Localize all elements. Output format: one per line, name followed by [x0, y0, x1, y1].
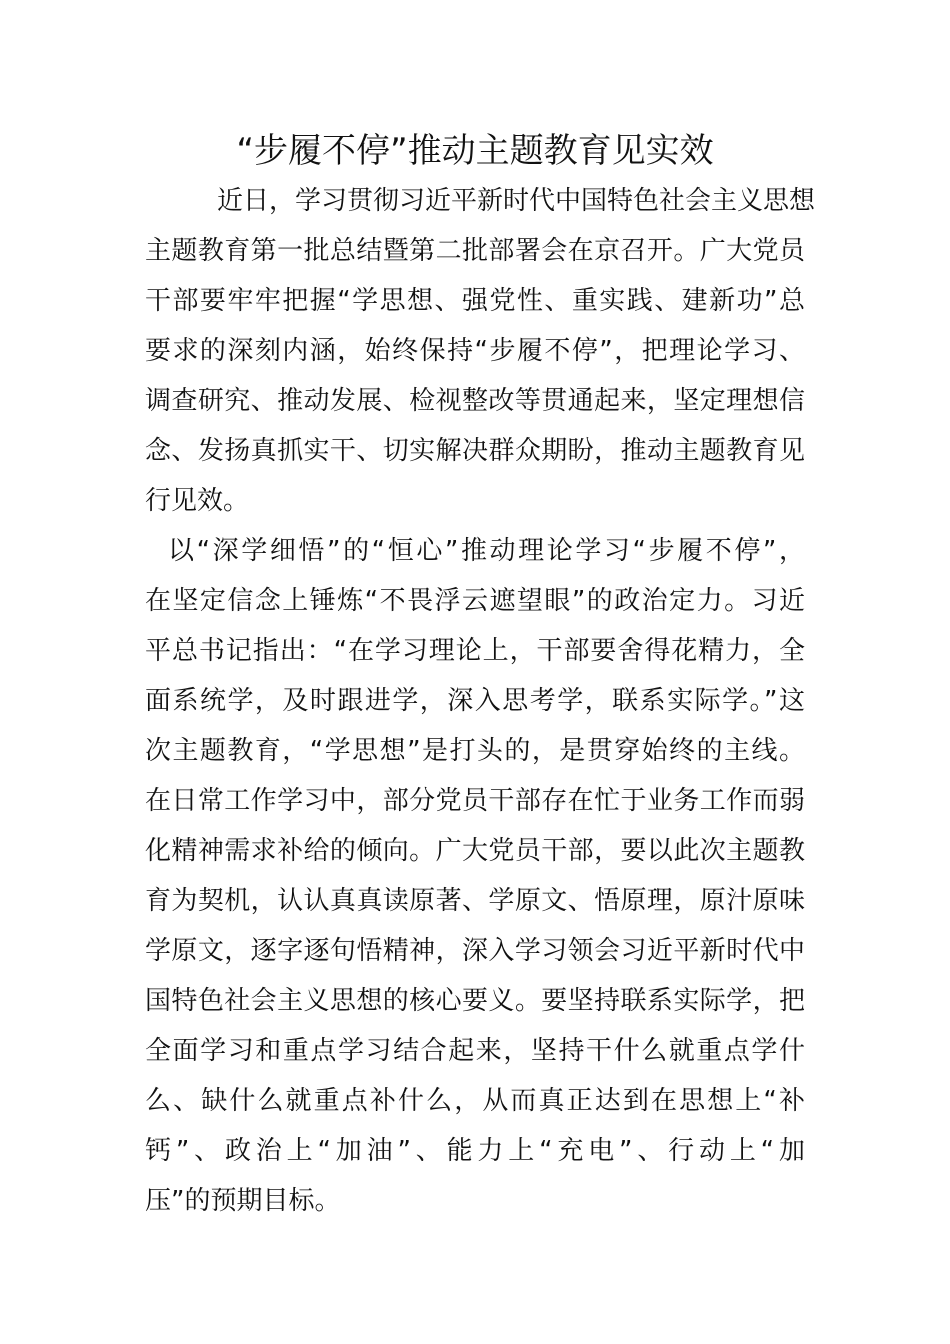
- paragraph-2-line-14: 压”的预期目标。: [145, 1186, 341, 1216]
- paragraph-2-line-8: 育为契机，认认真真读原著、学原文、悟原理，原汁原味: [145, 886, 805, 916]
- paragraph-1-line-5: 调查研究、推动发展、检视整改等贯通起来，坚定理想信: [145, 386, 805, 416]
- paragraph-2-line-1: 以“深学细悟”的“恒心”推动理论学习“步履不停”，: [168, 536, 805, 566]
- paragraph-2-line-10: 国特色社会主义思想的核心要义。要坚持联系实际学，把: [145, 986, 805, 1016]
- paragraph-1-line-7: 行见效。: [145, 486, 250, 516]
- paragraph-2-line-7: 化精神需求补给的倾向。广大党员干部，要以此次主题教: [145, 836, 805, 866]
- paragraph-2-line-2: 在坚定信念上锤炼“不畏浮云遮望眼”的政治定力。习近: [145, 586, 805, 616]
- document-title: “步履不停”推动主题教育见实效: [236, 131, 714, 171]
- paragraph-2-line-12: 么、缺什么就重点补什么，从而真正达到在思想上“补: [145, 1086, 805, 1116]
- paragraph-2-line-5: 次主题教育，“学思想”是打头的，是贯穿始终的主线。: [145, 736, 805, 766]
- paragraph-1-line-1: 近日，学习贯彻习近平新时代中国特色社会主义思想: [217, 186, 816, 216]
- paragraph-2-line-3: 平总书记指出：“在学习理论上，干部要舍得花精力，全: [145, 636, 805, 666]
- paragraph-1-line-6: 念、发扬真抓实干、切实解决群众期盼，推动主题教育见: [145, 436, 805, 466]
- paragraph-2-line-11: 全面学习和重点学习结合起来，坚持干什么就重点学什: [145, 1036, 805, 1066]
- paragraph-1-line-4: 要求的深刻内涵，始终保持“步履不停”，把理论学习、: [145, 336, 805, 366]
- paragraph-1-line-2: 主题教育第一批总结暨第二批部署会在京召开。广大党员: [145, 236, 805, 266]
- paragraph-2-line-6: 在日常工作学习中，部分党员干部存在忙于业务工作而弱: [145, 786, 805, 816]
- paragraph-2-line-9: 学原文，逐字逐句悟精神，深入学习领会习近平新时代中: [145, 936, 805, 966]
- paragraph-1-line-3: 干部要牢牢把握“学思想、强党性、重实践、建新功”总: [145, 286, 805, 316]
- paragraph-2-line-13: 钙”、政治上“加油”、能力上“充电”、行动上“加: [145, 1136, 805, 1166]
- paragraph-2-line-4: 面系统学，及时跟进学，深入思考学，联系实际学。”这: [145, 686, 805, 716]
